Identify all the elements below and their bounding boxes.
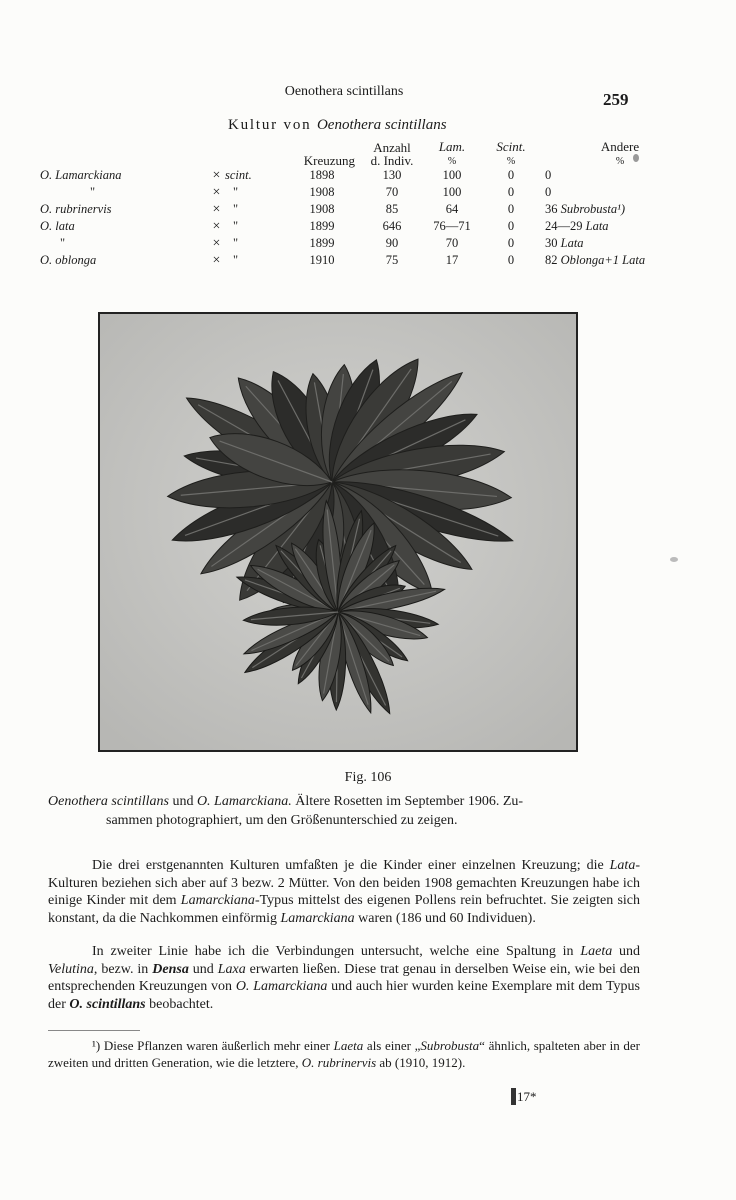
body-paragraph-1: Die drei erstgenannten Kulturen umfaßten je die Kinder einer einzelnen Kreuzung; die Lata-Kulturen beziehen sich aber auf 3 bezw. 2 Mütter. Von den beiden 1908 gemachten Kreuzungen habe ich einige Kinder mit dem Lamarckiana-Typus mittelst des eigenen Pollens rein befruchtet. Sie zeigten sich konstant, da die Nachkommen einförmig Lamarckiana waren (186 und 60 Individuen). (48, 858, 640, 926)
cross-father: " (233, 185, 239, 200)
table-row (40, 167, 695, 184)
cross-symbol: × (212, 201, 221, 217)
cross-mother: O. lata (40, 219, 75, 234)
print-blemish (670, 557, 678, 562)
page-number: 259 (603, 90, 629, 109)
lam-percent: 100 (442, 168, 462, 183)
scint-percent: 0 (507, 185, 515, 200)
table-title (228, 117, 447, 134)
cross-symbol: × (212, 218, 221, 234)
table-row (40, 252, 695, 269)
cross-symbol: × (212, 235, 221, 251)
cross-father: scint. (225, 168, 252, 183)
table-row (40, 218, 695, 235)
header-andere: Andere % (600, 139, 640, 167)
signature-mark: 17* (517, 1089, 537, 1104)
running-head: Oenothera scintillans (284, 84, 404, 99)
individual-count: 130 (382, 168, 402, 183)
lam-percent: 64 (445, 202, 459, 217)
lam-percent: 17 (445, 253, 459, 268)
individual-count: 90 (385, 236, 399, 251)
other-percent: 24—29 Lata (545, 219, 609, 234)
table-row (40, 184, 695, 201)
rosette-photograph (98, 312, 578, 752)
table-row (40, 201, 695, 218)
cross-year: 1908 (309, 185, 335, 200)
other-percent: 30 Lata (545, 236, 584, 251)
scint-percent: 0 (507, 253, 515, 268)
cross-year: 1908 (309, 202, 335, 217)
cross-father: " (233, 202, 239, 217)
cross-father: " (233, 253, 239, 268)
header-anzahl: Anzahl d. Indiv. (370, 140, 414, 168)
scint-percent: 0 (507, 219, 515, 234)
individual-count: 75 (385, 253, 399, 268)
individual-count: 646 (382, 219, 402, 234)
figure-label: Fig. 106 (344, 770, 392, 785)
footnote-rule (48, 1030, 140, 1031)
individual-count: 70 (385, 185, 399, 200)
cross-year: 1910 (309, 253, 335, 268)
cross-father: " (233, 236, 239, 251)
cross-mother: O. Lamarckiana (40, 168, 122, 183)
scint-percent: 0 (507, 202, 515, 217)
scint-percent: 0 (507, 236, 515, 251)
cross-year: 1898 (309, 168, 335, 183)
cross-year: 1899 (309, 219, 335, 234)
cross-father: " (233, 219, 239, 234)
cross-year: 1899 (309, 236, 335, 251)
cross-symbol: × (212, 167, 221, 183)
table-title-plain: Kultur von (228, 117, 317, 133)
table-row (40, 235, 695, 252)
lam-percent: 76—71 (433, 219, 471, 234)
cross-mother: " (90, 185, 96, 200)
rosette-illustration (100, 314, 576, 750)
individual-count: 85 (385, 202, 399, 217)
cross-symbol: × (212, 184, 221, 200)
lam-percent: 100 (442, 185, 462, 200)
table-title-italic: Oenothera scintillans (316, 117, 447, 133)
other-percent: 82 Oblonga+1 Lata (545, 253, 646, 268)
cross-mother: " (60, 236, 66, 251)
header-scint: Scint. % (496, 139, 526, 167)
cross-mother: O. rubrinervis (40, 202, 112, 217)
scint-percent: 0 (507, 168, 515, 183)
table-header-row (40, 140, 695, 167)
cross-symbol: × (212, 252, 221, 268)
figure-caption: Oenothera scintillans und O. Lamarckiana. Ältere Rosetten im September 1906. Zu- sammen photographiert, um den Größenunterschied zu zeigen. (48, 794, 524, 828)
culture-table (40, 140, 695, 269)
header-lam: Lam. % (438, 139, 466, 167)
body-paragraph-2: In zweiter Linie habe ich die Verbindungen untersucht, welche eine Spaltung in Laeta und Velutina, bezw. in Densa und Laxa erwarten ließen. Diese trat genau in derselben Weise ein, wie bei den entsprechenden Kreuzungen von O. Lamarckiana und auch hier wurden keine Exemplare mit dem Typus der O. scintillans beobachtet. (48, 944, 641, 1012)
other-percent: 0 (545, 185, 552, 200)
lam-percent: 70 (445, 236, 459, 251)
header-kreuzung: Kreuzung (303, 153, 355, 168)
other-percent: 0 (545, 168, 552, 183)
other-percent: 36 Subrobusta¹) (545, 202, 626, 217)
footnote: ¹) Diese Pflanzen waren äußerlich mehr einer Laeta als einer „Subrobusta“ ähnlich, spalteten aber in der zweiten und dritten Generation, wie die letztere, O. rubrinervis ab (1910, 1912). (48, 1038, 640, 1070)
cross-mother: O. oblonga (40, 253, 97, 268)
ink-mark (511, 1088, 516, 1105)
